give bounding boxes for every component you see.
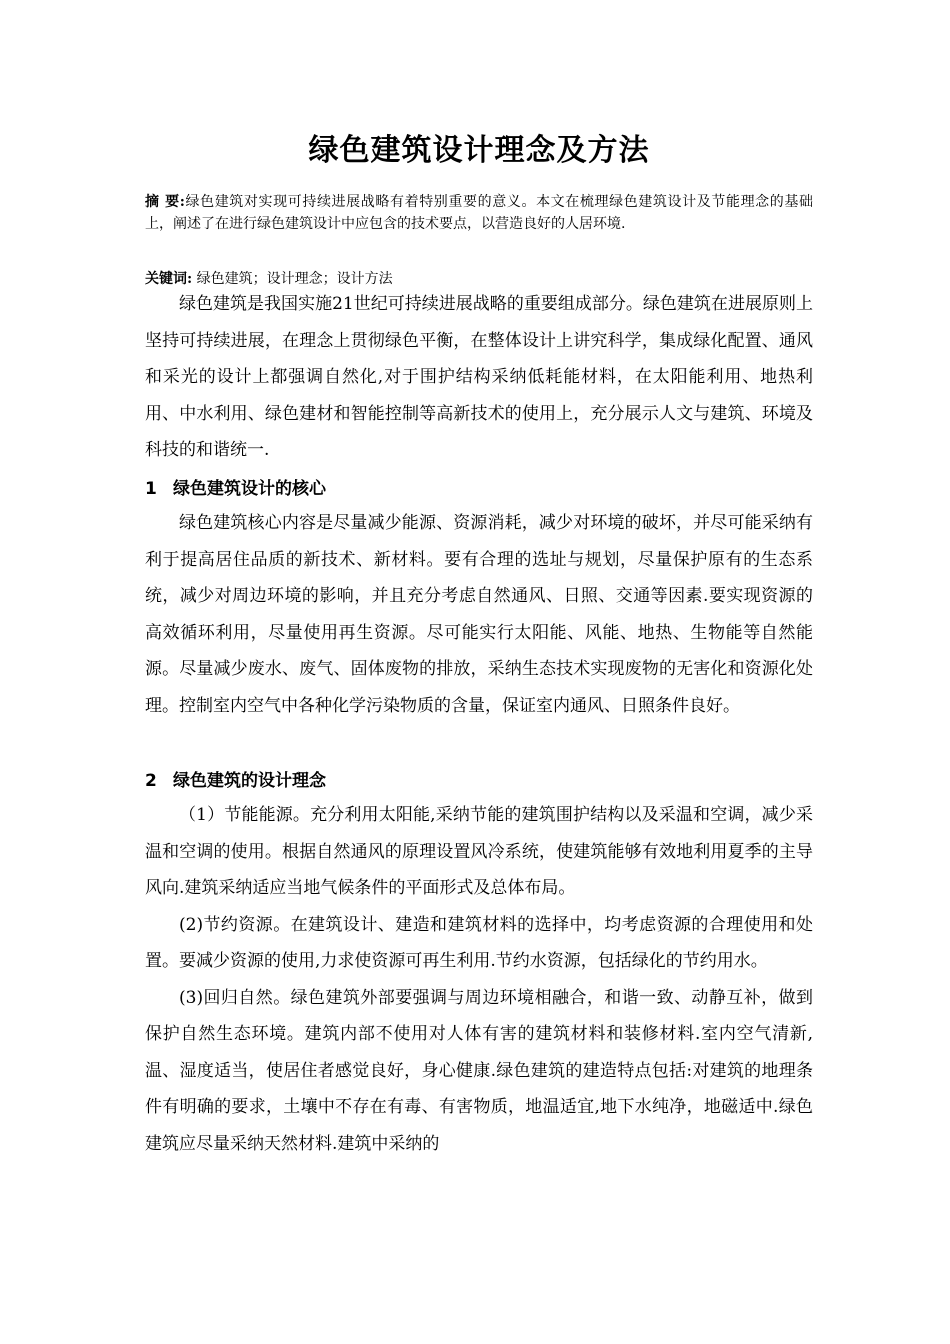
section-1-body <box>145 505 813 724</box>
section-2-title: 绿色建筑的设计理念 <box>173 771 326 791</box>
abstract-text: 绿色建筑对实现可持续进展战略有着特别重要的意义。本文在梳理绿色建筑设计及节能理念的基础上，阐述了在进行绿色建筑设计中应包含的技术要点，以营造良好的人居环境. <box>145 194 814 232</box>
section-1-number: 1 <box>145 479 157 499</box>
section-1-paragraph: 绿色建筑核心内容是尽量减少能源、资源消耗，减少对环境的破坏，并尽可能采纳有利于提高居住品质的新技术、新材料。要有合理的选址与规划，尽量保护原有的生态系统，减少对周边环境的影响，并且充分考虑自然通风、日照、交通等因素.要实现资源的高效循环利用，尽量使用再生资源。尽可能实行太阳能、风能、地热、生物能等自然能源。尽量减少废水、废气、固体废物的排放，采纳生态技术实现废物的无害化和资源化处理。控制室内空气中各种化学污染物质的含量，保证室内通风、日照条件良好。 <box>145 513 813 716</box>
section-2-paragraph: （1）节能能源。充分利用太阳能,采纳节能的建筑围护结构以及采温和空调，减少采温和空调的使用。根据自然通风的原理设置风冷系统，使建筑能够有效地利用夏季的主导风向.建筑采纳适应当地气候条件的平面形式及总体布局。 <box>145 805 813 898</box>
section-2-heading <box>145 766 326 796</box>
intro-section <box>145 286 813 469</box>
section-2-body <box>145 797 813 1162</box>
document-title: 绿色建筑设计理念及方法 <box>308 133 650 168</box>
keywords-label: 关键词: <box>145 271 193 287</box>
keywords-text: 绿色建筑；设计理念；设计方法 <box>192 271 393 287</box>
section-1-title: 绿色建筑设计的核心 <box>173 479 326 499</box>
abstract <box>145 191 813 235</box>
section-2-number: 2 <box>145 771 157 791</box>
intro-paragraph: 绿色建筑是我国实施21世纪可持续进展战略的重要组成部分。绿色建筑在进展原则上坚持可持续进展，在理念上贯彻绿色平衡，在整体设计上讲究科学，集成绿化配置、通风和采光的设计上都强调自然化,对于围护结构采纳低耗能材料，在太阳能利用、地热利用、中水利用、绿色建材和智能控制等高新技术的使用上，充分展示人文与建筑、环境及科技的和谐统一. <box>145 294 813 460</box>
section-1-heading <box>145 474 326 504</box>
section-2-paragraph: (3)回归自然。绿色建筑外部要强调与周边环境相融合，和谐一致、动静互补，做到保护自然生态环境。建筑内部不使用对人体有害的建筑材料和装修材料.室内空气清新,温、湿度适当，使居住者感觉良好，身心健康.绿色建筑的建造特点包括:对建筑的地理条件有明确的要求，土壤中不存在有毒、有害物质，地温适宜,地下水纯净，地磁适中.绿色建筑应尽量采纳天然材料.建筑中采纳的 <box>145 987 813 1154</box>
section-2-paragraph: (2)节约资源。在建筑设计、建造和建筑材料的选择中，均考虑资源的合理使用和处置。要减少资源的使用,力求使资源可再生利用.节约水资源，包括绿化的节约用水。 <box>145 914 813 971</box>
abstract-label: 摘 要: <box>145 194 185 210</box>
